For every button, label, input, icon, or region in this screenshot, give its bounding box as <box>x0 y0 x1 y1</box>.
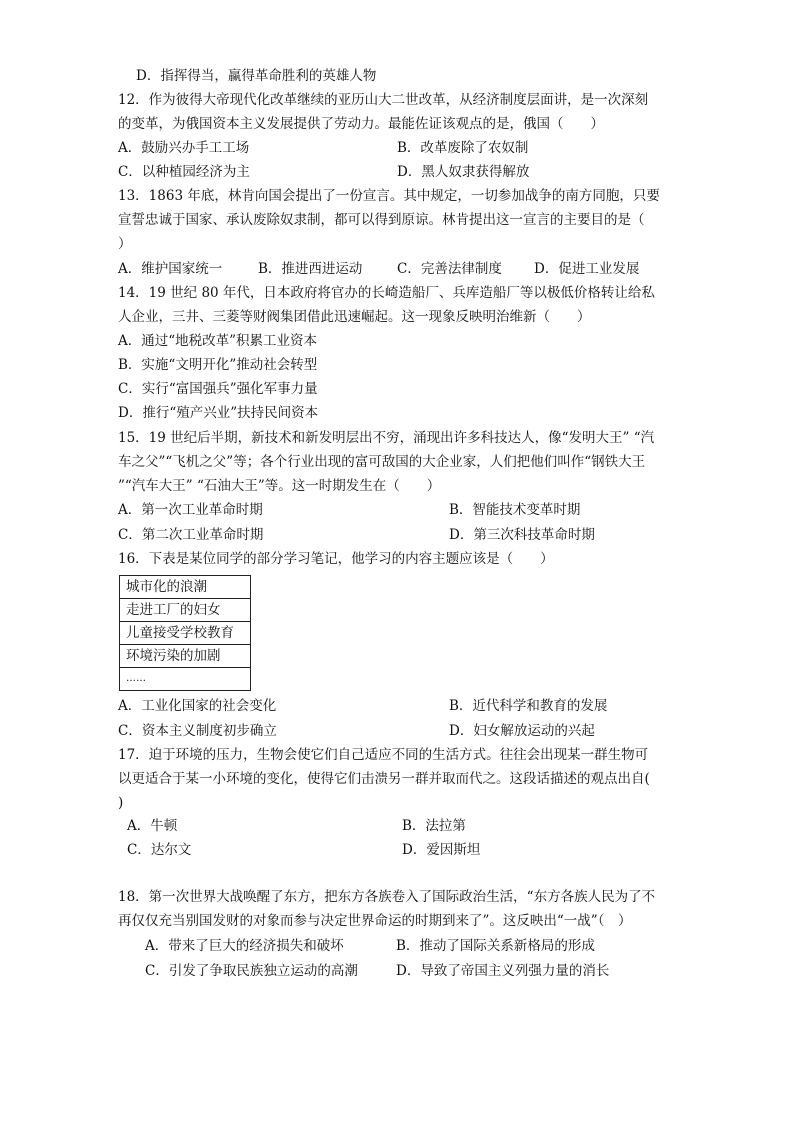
q13-stem-line-3: ） <box>118 236 132 252</box>
q17-option-c: C．达尔文 <box>127 842 192 858</box>
q16-stem: 16．下表是某位同学的部分学习笔记，他学习的内容主题应该是（ ） <box>118 551 554 567</box>
q12-stem-line-1: 12．作为彼得大帝现代化改革继续的亚历山大二世改革，从经济制度层面讲，是一次深刻 <box>118 92 649 108</box>
q14-stem-line-1: 14．19 世纪 80 年代，日本政府将官办的长崎造船厂、兵库造船厂等以极低价格转让给私 <box>118 285 655 301</box>
q15-option-c: C．第二次工业革命时期 <box>118 527 264 543</box>
q12-option-b: B．改革废除了农奴制 <box>397 140 529 156</box>
q17-stem-line-2: 以更适合于某一小环境的变化，使得它们击溃另一群并取而代之。这段话描述的观点出自( <box>118 771 650 787</box>
table-row <box>120 599 251 622</box>
study-notes-table <box>119 575 251 691</box>
q14-option-a: A．通过“地税改革”积累工业资本 <box>118 333 318 349</box>
q12-option-d: D．黑人奴隶获得解放 <box>397 164 530 180</box>
table-row <box>120 645 251 668</box>
q17-option-d: D．爱因斯坦 <box>402 842 481 858</box>
q14-option-c: C．实行“富国强兵”强化军事力量 <box>118 381 318 397</box>
q13-option-c: C．完善法律制度 <box>397 261 502 277</box>
q15-option-d: D．第三次科技革命时期 <box>449 527 595 543</box>
q14-option-d: D．推行“殖产兴业”扶持民间资本 <box>118 405 319 421</box>
q18-option-b: B．推动了国际关系新格局的形成 <box>396 938 595 954</box>
q16-option-a: A．工业化国家的社会变化 <box>118 698 277 714</box>
q18-option-d: D．导致了帝国主义列强力量的消长 <box>396 963 610 979</box>
q16-option-c: C．资本主义制度初步确立 <box>118 723 277 739</box>
q16-option-b: B．近代科学和教育的发展 <box>449 698 608 714</box>
q12-stem-line-2: 的变革，为俄国资本主义发展提供了劳动力。最能佐证该观点的是，俄国（ ） <box>118 116 604 132</box>
q11-option-d: D．指挥得当，赢得革命胜利的英雄人物 <box>136 68 377 84</box>
q15-stem-line-2: 车之父”“飞机之父”等；各个行业出现的富可敌国的大企业家，人们把他们叫作“钢铁大王 <box>118 454 646 470</box>
table-cell: 走进工厂的妇女 <box>120 599 251 622</box>
q14-option-b: B．实施“文明开化”推动社会转型 <box>118 357 318 373</box>
q14-stem-line-2: 人企业，三井、三菱等财阀集团借此迅速崛起。这一现象反映明治维新（ ） <box>118 309 591 325</box>
table-row <box>120 576 251 599</box>
q15-option-b: B．智能技术变革时期 <box>449 502 581 518</box>
q18-option-a: A．带来了巨大的经济损失和破坏 <box>145 938 344 954</box>
q15-option-a: A．第一次工业革命时期 <box>118 502 263 518</box>
q17-option-a: A．牛顿 <box>127 818 178 834</box>
table-cell: 环境污染的加剧 <box>120 645 251 668</box>
table-cell: 城市化的浪潮 <box>120 576 251 599</box>
q13-option-d: D．促进工业发展 <box>534 261 640 277</box>
q17-stem-line-3: ) <box>118 795 124 811</box>
table-cell: 儿童接受学校教育 <box>120 622 251 645</box>
q13-option-a: A．维护国家统一 <box>118 261 223 277</box>
q15-stem-line-1: 15．19 世纪后半期，新技术和新发明层出不穷，涌现出许多科技达人，像“发明大王” “汽 <box>118 430 655 446</box>
table-row <box>120 622 251 645</box>
q12-option-c: C．以种植园经济为主 <box>118 164 250 180</box>
q16-option-d: D．妇女解放运动的兴起 <box>449 723 595 739</box>
q18-stem-line-1: 18．第一次世界大战唤醒了东方，把东方各族卷入了国际政治生活，“东方各族人民为了不 <box>118 889 656 905</box>
q18-stem-line-2: 再仅仅充当别国发财的对象而参与决定世界命运的时期到来了”。这反映出“一战”（ ） <box>118 913 632 929</box>
q17-option-b: B．法拉第 <box>402 818 466 834</box>
table-cell: …… <box>120 668 251 691</box>
q12-option-a: A．鼓励兴办手工工场 <box>118 140 250 156</box>
table-row <box>120 668 251 691</box>
q13-stem-line-2: 宣誓忠诚于国家、承认废除奴隶制，都可以得到原谅。林肯提出这一宣言的主要目的是（ <box>118 212 645 228</box>
q17-stem-line-1: 17．迫于环境的压力，生物会使它们自己适应不同的生活方式。往往会出现某一群生物可 <box>118 747 649 763</box>
q13-option-b: B．推进西进运动 <box>258 261 363 277</box>
q13-stem-line-1: 13．1863 年底，林肯向国会提出了一份宣言。其中规定，一切参加战争的南方同胞，只要 <box>118 188 660 204</box>
q18-option-c: C．引发了争取民族独立运动的高潮 <box>145 963 358 979</box>
q15-stem-line-3: ”“汽车大王” “石油大王”等。这一时期发生在（ ） <box>118 478 441 494</box>
